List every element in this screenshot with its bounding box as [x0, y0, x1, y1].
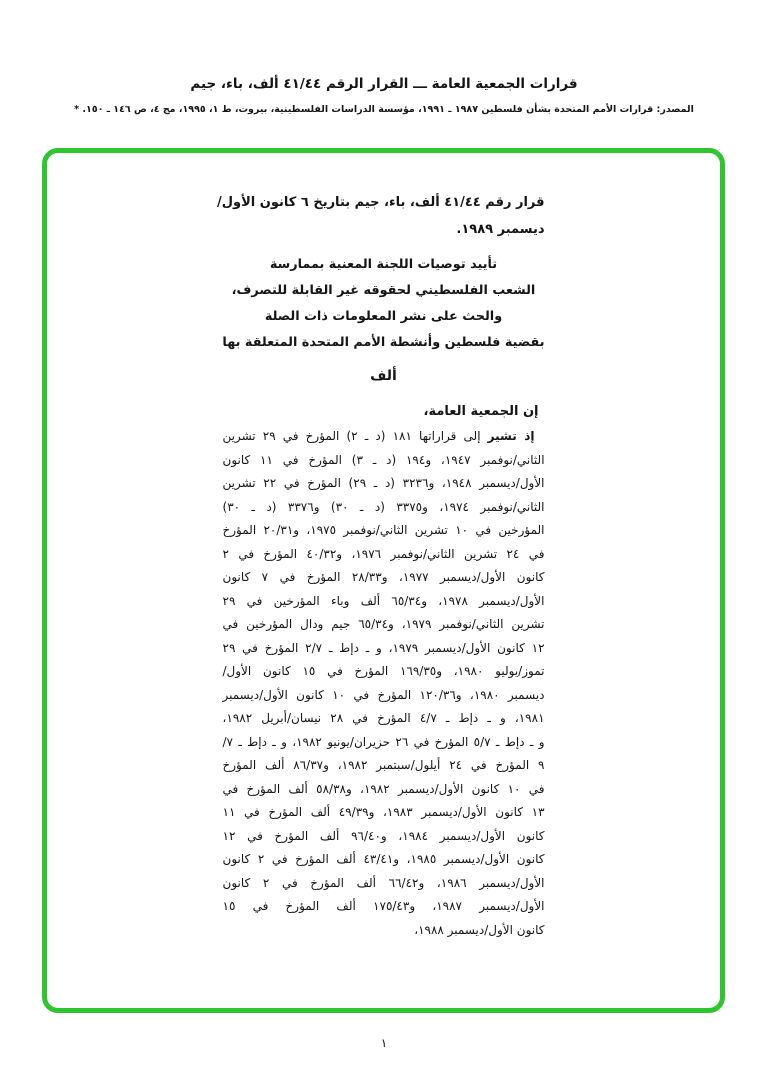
resolution-body	[223, 425, 545, 942]
text-line: الأول/ديسمبر ١٩٨٦، و٦٦/٤٢ ألف المؤرخ في ٢ كانون	[222, 875, 545, 890]
text-line: والحث على نشر المعلومات ذات الصلة	[264, 309, 503, 324]
text-line: كانون الأول/ديسمبر ١٩٧٧، و٢٨/٣٣ المؤرخ في ٧ كانون	[222, 570, 545, 584]
resolution-content	[216, 153, 545, 942]
text-line: و ـ دإط ـ ٥/٧ المؤرخ في ٢٦ حزيران/يونيو ١٩٨٢، و ـ دإط ـ ٧/	[222, 734, 545, 749]
bold-lead: إذ تشير	[487, 429, 535, 443]
section-label: ألف	[370, 368, 397, 384]
text-line: في ٢٤ تشرين الثاني/نوفمبر ١٩٧٦، و٤٠/٣٢ المؤرخ في ٢	[222, 546, 545, 561]
text-line: قرار رقم ٤١/٤٤ ألف، باء، جيم بتاريخ ٦ كانون الأول/	[216, 195, 545, 210]
text-line: ١٢ كانون الأول/ديسمبر ١٩٧٩، و ـ دإط ـ ٢/٧ المؤرخ في ٢٩	[222, 640, 545, 655]
page-header-title: قرارات الجمعية العامة ـــ القرار الرقم ٤١/٤٤ ألف، باء، جيم	[190, 76, 578, 92]
resolution-frame	[42, 148, 725, 1013]
text-line: كانون الأول/ديسمبر ١٩٨٤، و٩٦/٤٠ ألف المؤرخ في ١٢	[222, 828, 545, 843]
text-line: المؤرخين في ١٠ تشرين الثاني/نوفمبر ١٩٧٥، و٢٠/٣١ المؤرخ	[222, 523, 545, 537]
text-line: الشعب الفلسطيني لحقوقه غير القابلة للتصرف،	[231, 283, 536, 298]
text-line: الثاني/نوفمبر ١٩٧٤، و٣٣٧٥ (د ـ ٣٠) و٣٣٧٦ (د ـ ٣٠)	[222, 499, 545, 514]
page-number: ١	[380, 1036, 388, 1050]
text-line: كانون الأول/ديسمبر ١٩٨٨،	[414, 922, 545, 937]
text-line: تشرين الثاني/نوفمبر ١٩٧٩، و٦٥/٣٤ جيم ودال المؤرخين في	[222, 617, 545, 631]
text-line: بقضية فلسطين وأنشطة الأمم المتحدة المتعلقة بها	[222, 335, 545, 350]
source-citation: المصدر: قرارات الأمم المتحدة بشأن فلسطين ١٩٨٧ ـ ١٩٩١، مؤسسة الدراسات الفلسطينية، بيروت، ط ١، ١٩٩٥، مج ٤، ص ١٤٦ ـ ١٥٠. *	[74, 104, 694, 115]
text-line: تموز/يوليو ١٩٨٠، و١٦٩/٣٥ المؤرخ في ١٥ كانون الأول/	[222, 664, 545, 678]
text-line: ديسمبر ١٩٨٠، و١٢٠/٣٦ المؤرخ في ١٠ كانون الأول/ديسمبر	[222, 687, 545, 702]
text-line: ديسمبر ١٩٨٩.	[456, 222, 545, 237]
text-line: الأول/ديسمبر ١٩٨٧، و١٧٥/٤٣ ألف المؤرخ في ١٥	[222, 899, 545, 913]
preamble-intro: إن الجمعية العامة،	[423, 404, 539, 419]
text-line: ٩ المؤرخ في ٢٤ أيلول/سبتمبر ١٩٨٢، و٨٦/٣٧ ألف المؤرخ	[222, 758, 545, 772]
text-line: إذ تشير إلى قراراتها ١٨١ (د ـ ٢) المؤرخ في ٢٩ تشرين	[222, 429, 535, 443]
text-line: الأول/ديسمبر ١٩٤٨، و٣٢٣٦ (د ـ ٢٩) المؤرخ في ٢٢ تشرين	[222, 476, 545, 490]
text-line: ١٣ كانون الأول/ديسمبر ١٩٨٣، و٤٩/٣٩ ألف المؤرخ في ١١	[222, 805, 545, 819]
text-line: الثاني/نوفمبر ١٩٤٧، و١٩٤ (د ـ ٣) المؤرخ في ١١ كانون	[222, 452, 545, 467]
text-line: ١٩٨١، و ـ دإط ـ ٤/٧ المؤرخ في ٢٨ نيسان/أبريل ١٩٨٢،	[222, 711, 545, 725]
text-line: الأول/ديسمبر ١٩٧٨، و٦٥/٣٤ ألف وباء المؤرخين في ٢٩	[222, 593, 545, 608]
text-line: تأييد توصيات اللجنة المعنية بممارسة	[269, 257, 498, 272]
resolution-subtitle	[223, 252, 545, 356]
resolution-title	[216, 189, 545, 243]
text-line: في ١٠ كانون الأول/ديسمبر ١٩٨٢، و٥٨/٣٨ ألف المؤرخ في	[222, 781, 545, 796]
text-line: كانون الأول/ديسمبر ١٩٨٥، و٤٣/٤١ ألف المؤرخ في ٢ كانون	[222, 852, 545, 866]
